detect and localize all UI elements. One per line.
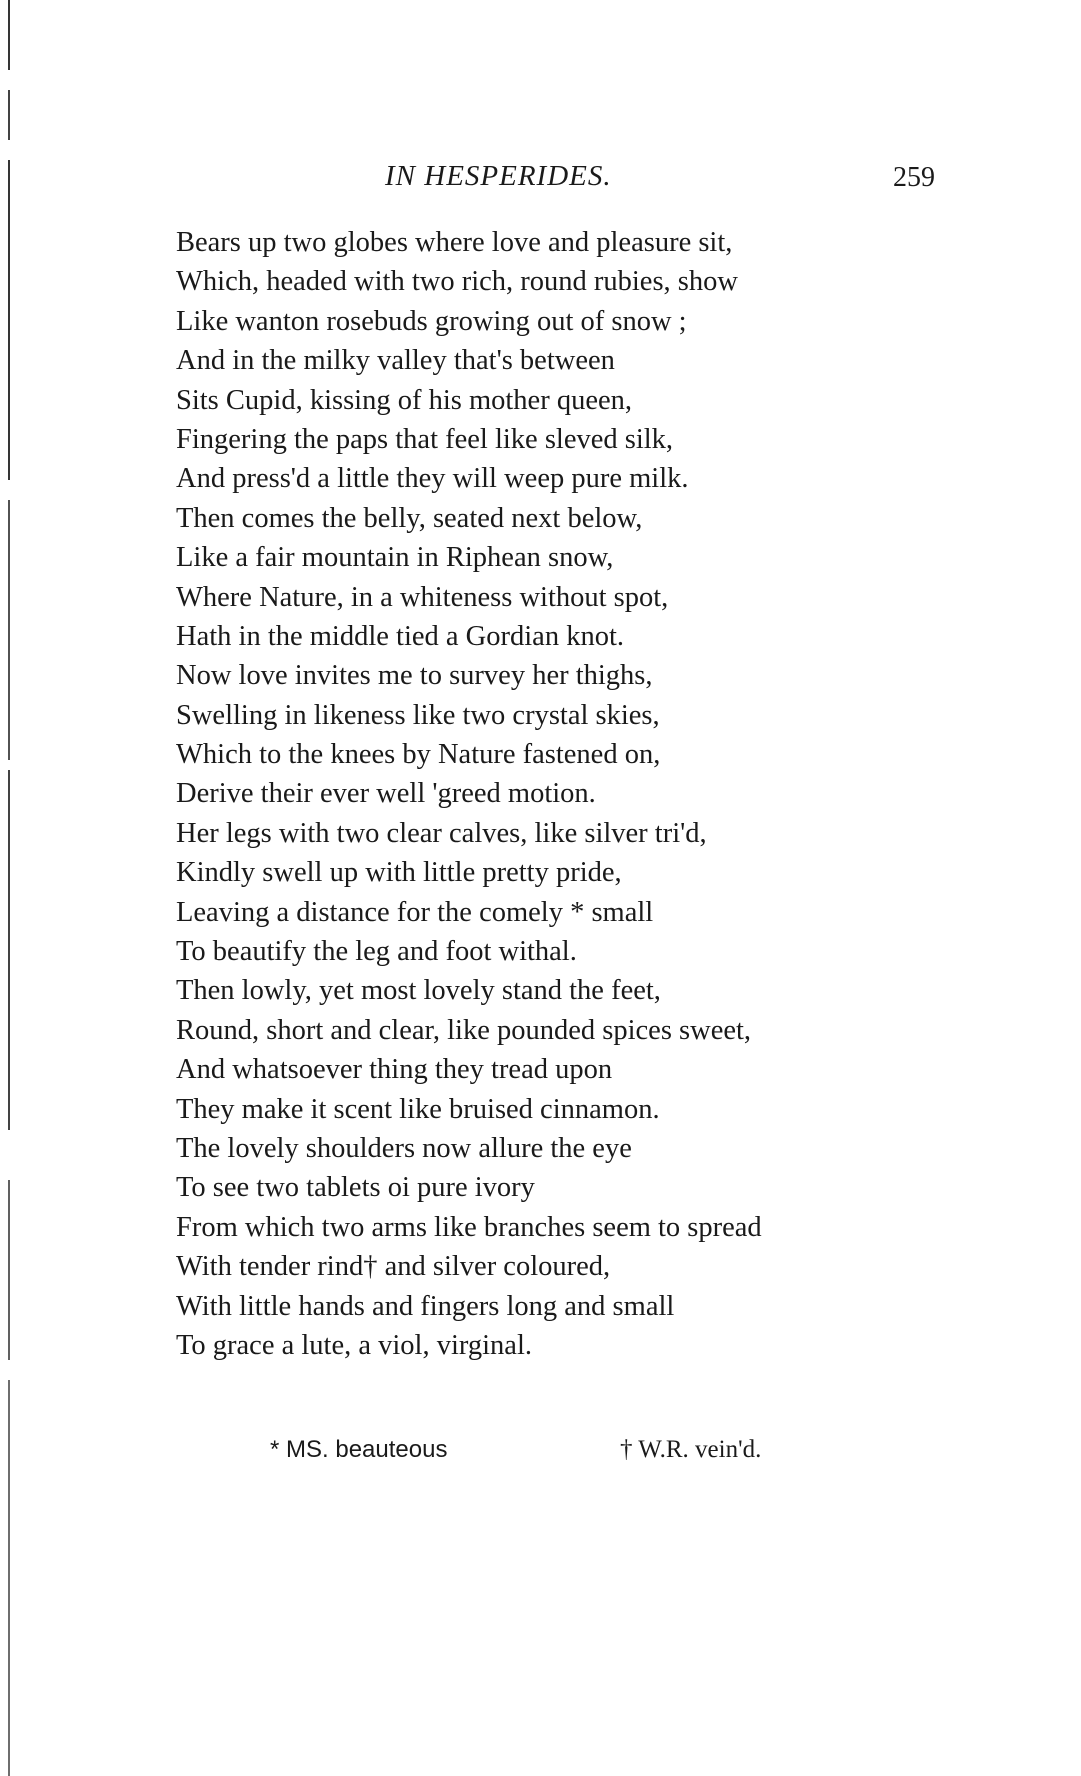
page-header [175, 160, 935, 200]
poem-body [176, 223, 946, 1365]
poem-line: Swelling in likeness like two crystal skies, [176, 699, 660, 731]
poem-line: Bears up two globes where love and pleasure sit, [176, 227, 733, 258]
poem-line: And whatsoever thing they tread upon [176, 1054, 613, 1086]
poem-line: Hath in the middle tied a Gordian knot. [176, 620, 624, 652]
scan-margin-line [8, 0, 10, 1776]
poem-line: With little hands and fingers long and small [176, 1290, 675, 1322]
page-number: 259 [893, 162, 935, 193]
poem-line: Then comes the belly, seated next below, [176, 502, 643, 534]
poem-line: Round, short and clear, like pounded spices sweet, [176, 1014, 752, 1046]
poem-line: Fingering the paps that feel like sleved silk, [176, 423, 674, 455]
poem-line: Leaving a distance for the comely * small [176, 896, 654, 928]
poem-line: Like wanton rosebuds growing out of snow ; [176, 305, 687, 337]
poem-line: And in the milky valley that's between [176, 345, 615, 377]
poem-line: Which to the knees by Nature fastened on, [176, 739, 661, 771]
poem-line: They make it scent like bruised cinnamon. [176, 1093, 660, 1125]
poem-line: Then lowly, yet most lovely stand the feet, [176, 975, 661, 1007]
poem-line: Which, headed with two rich, round rubies, show [176, 266, 738, 298]
poem-line: Like a fair mountain in Riphean snow, [176, 542, 614, 574]
poem-line: Her legs with two clear calves, like silver tri'd, [176, 817, 707, 849]
footnotes [270, 1436, 870, 1472]
footnote-wr: † W.R. vein'd. [620, 1436, 762, 1463]
poem-line: And press'd a little they will weep pure milk. [176, 463, 689, 495]
running-title: IN HESPERIDES. [385, 160, 612, 192]
poem-line: With tender rind† and silver coloured, [176, 1251, 611, 1283]
poem-line: To grace a lute, a viol, virginal. [176, 1329, 532, 1361]
poem-line: From which two arms like branches seem to spread [176, 1211, 762, 1243]
poem-line: To see two tablets oi pure ivory [176, 1172, 535, 1204]
poem-line: Kindly swell up with little pretty pride, [176, 857, 622, 889]
poem-line: Now love invites me to survey her thighs, [176, 660, 653, 692]
poem-line: Sits Cupid, kissing of his mother queen, [176, 384, 632, 416]
poem-line: Where Nature, in a whiteness without spot, [176, 581, 669, 613]
footnote-ms: * MS. beauteous [270, 1436, 448, 1463]
poem-line: The lovely shoulders now allure the eye [176, 1132, 632, 1164]
poem-line: To beautify the leg and foot withal. [176, 936, 577, 968]
poem-line: Derive their ever well 'greed motion. [176, 778, 596, 810]
